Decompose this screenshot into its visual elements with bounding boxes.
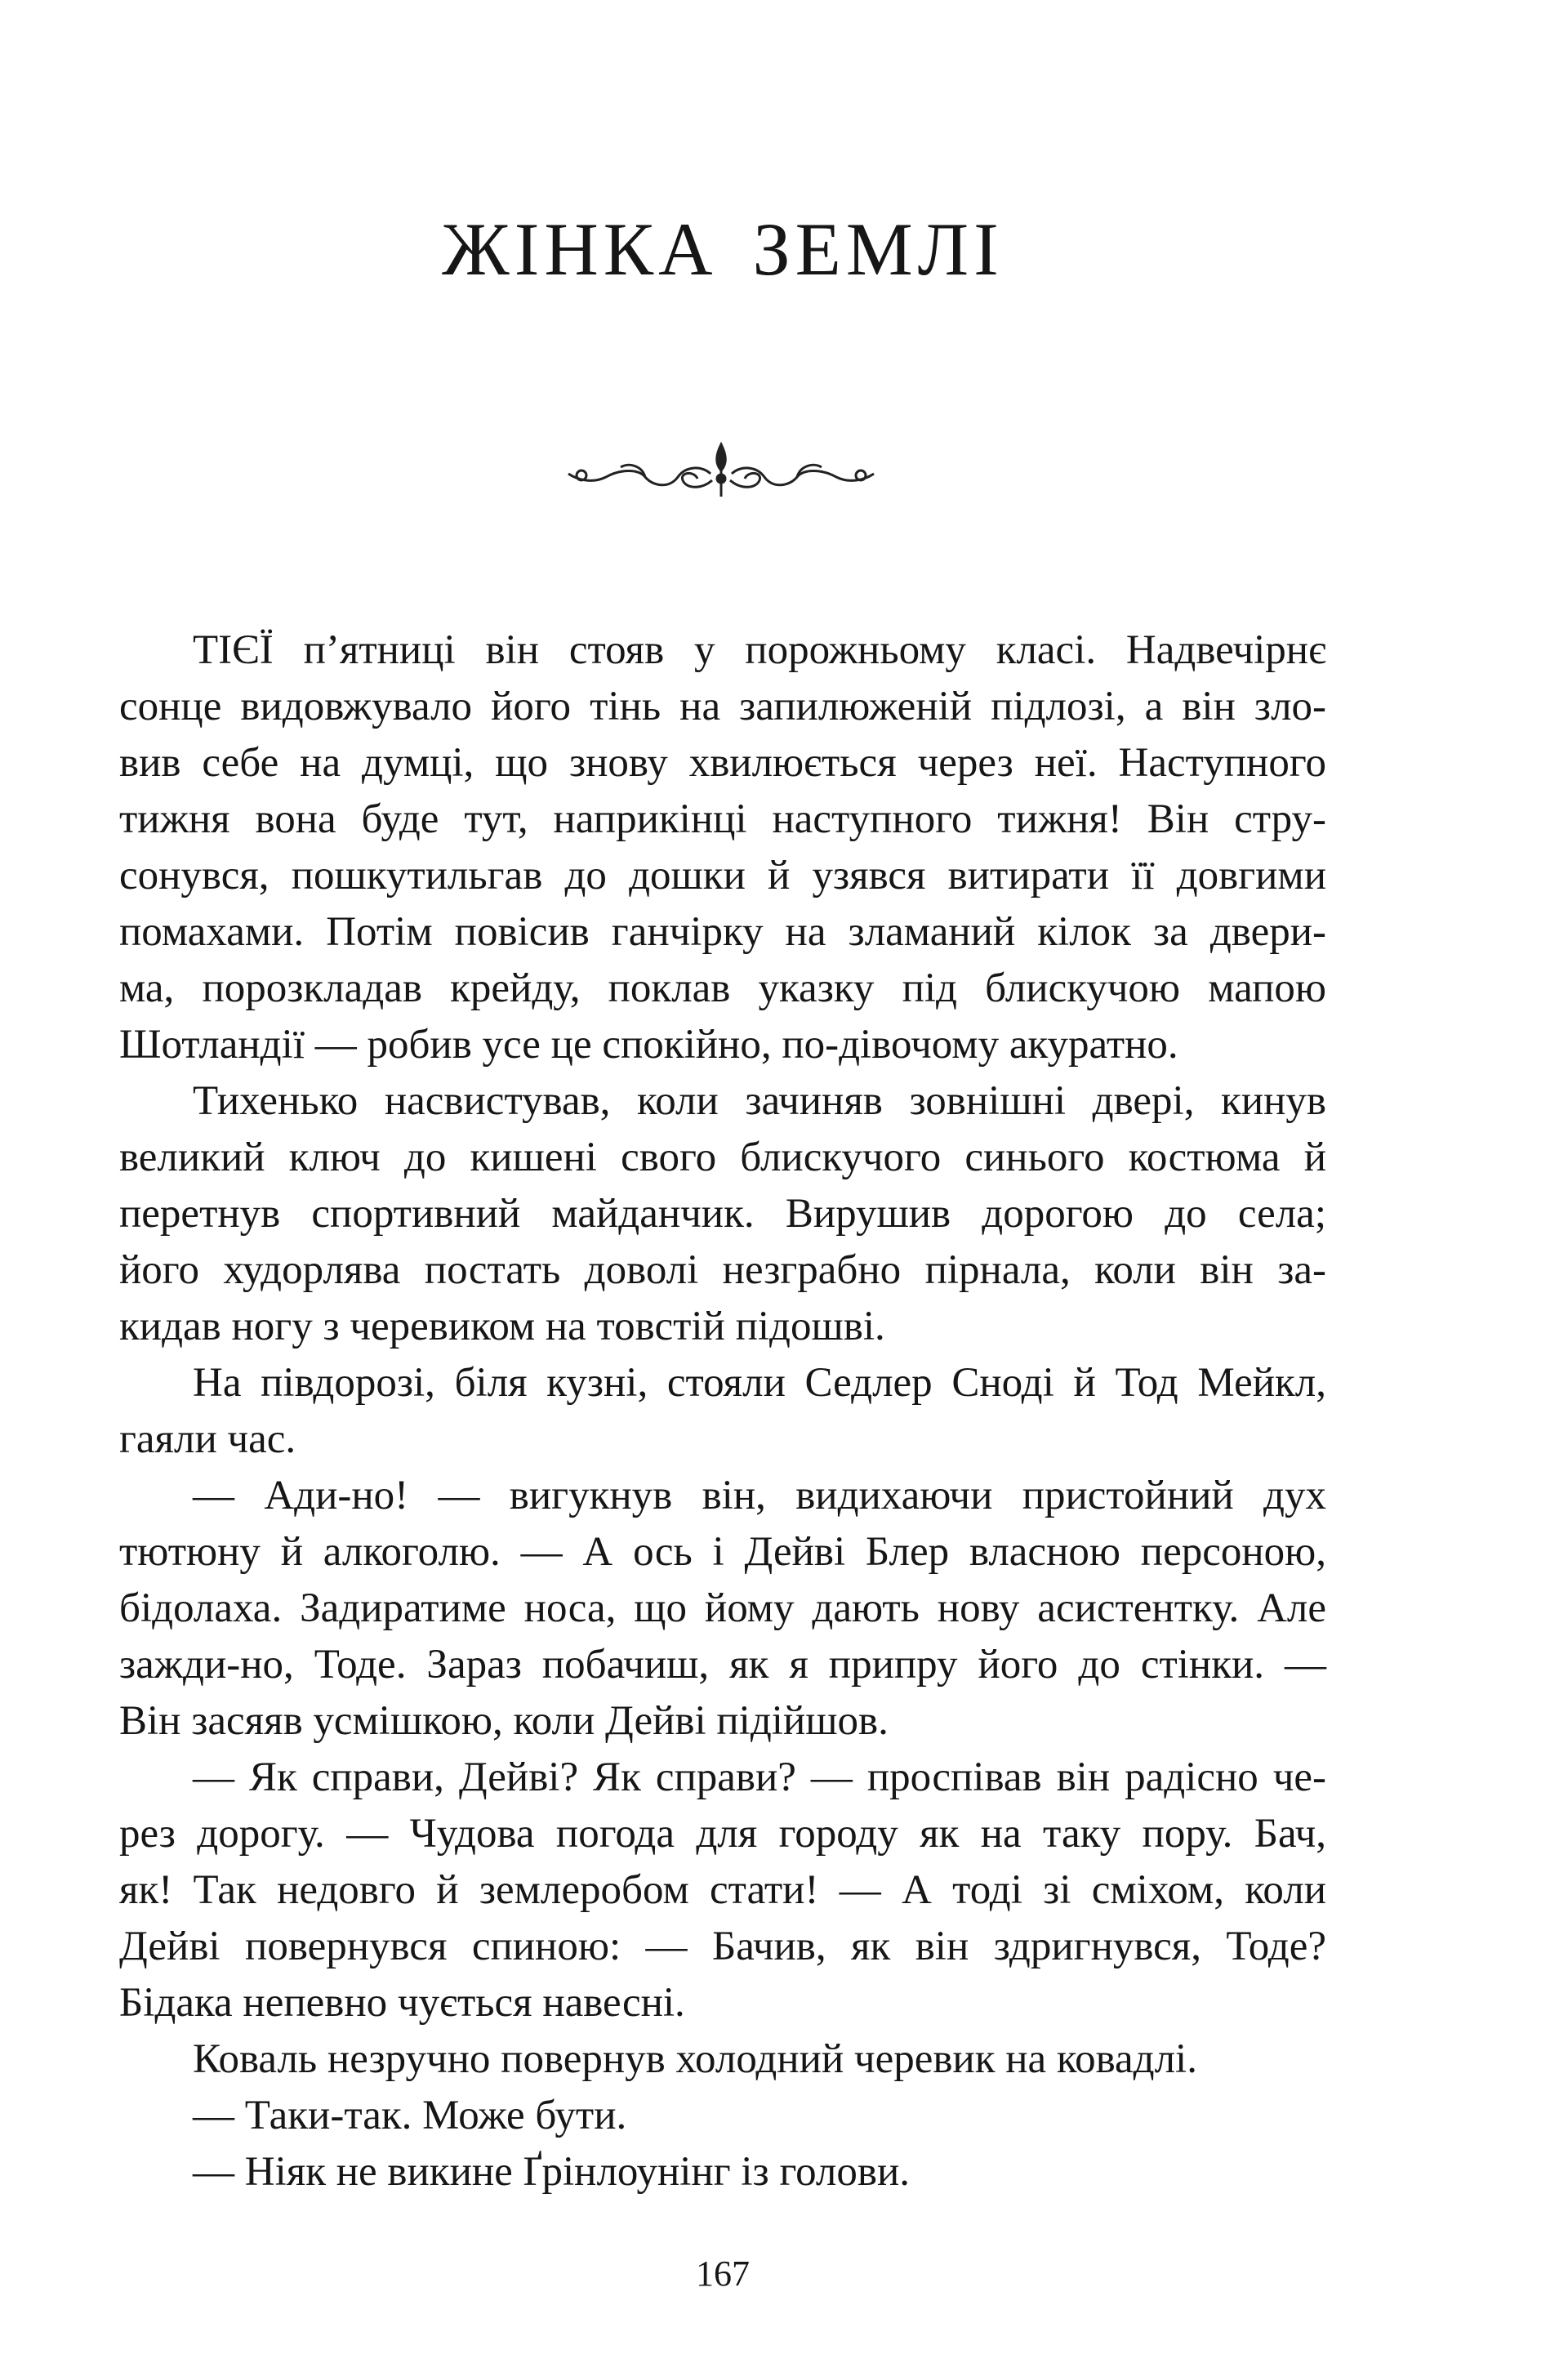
paragraph [119, 622, 1326, 1073]
text-line: помахами. Потім повісив ганчірку на зламаний кілок за двери- [119, 909, 1326, 955]
text-line: — Як справи, Дейві? Як справи? — проспівав він радісно че- [193, 1754, 1326, 1800]
paragraph [119, 1355, 1326, 1468]
paragraph [119, 2031, 1326, 2088]
paragraph [119, 2144, 1326, 2200]
text-line: тютюну й алкоголю. — А ось і Дейві Блер власною персоною, [119, 1529, 1326, 1575]
paragraph [119, 1468, 1326, 1750]
body-text [119, 622, 1326, 2200]
text-line: перетнув спортивний майданчик. Вирушив дорогою до села; [119, 1191, 1326, 1237]
text-line: Дейві повернувся спиною: — Бачив, як він здригнувся, Тоде? [119, 1924, 1326, 1969]
text-line: тижня вона буде тут, наприкінці наступного тижня! Він стру- [119, 796, 1326, 842]
page-content [119, 622, 1326, 2298]
text-line: На півдорозі, біля кузні, стояли Седлер Сноді й Тод Мейкл, [193, 1360, 1326, 1406]
text-line: сонце видовжувало його тінь на запилюженій підлозі, а він зло- [119, 684, 1326, 729]
paragraph [119, 1750, 1326, 2031]
paragraph [119, 2088, 1326, 2144]
text-line: — Ніяк не викине Ґрінлоунінг із голови. [193, 2149, 911, 2195]
text-line: — Ади-но! — вигукнув він, видихаючи пристойний дух [193, 1473, 1326, 1518]
paragraph [119, 1073, 1326, 1355]
page-number: 167 [696, 2254, 750, 2294]
text-line: вив себе на думці, що знову хвилюється через неї. Наступного [119, 740, 1326, 786]
text-line: Бідака непевно чується навесні. [119, 1980, 685, 2026]
ornament-flourish-icon [564, 441, 879, 500]
text-line: Шотландії — робив усе це спокійно, по-дівочому акуратно. [119, 1022, 1178, 1068]
text-line: сонувся, пошкутильгав до дошки й узявся витирати її довгими [119, 853, 1326, 898]
text-line: Він засяяв усмішкою, коли Дейві підійшов. [119, 1698, 889, 1744]
text-line: великий ключ до кишені свого блискучого синього костюма й [119, 1135, 1326, 1180]
text-line: рез дорогу. — Чудова погода для городу як на таку пору. Бач, [119, 1811, 1326, 1857]
text-line: як! Так недовго й землеробом стати! — А тоді зі сміхом, коли [119, 1867, 1326, 1913]
text-line: Коваль незручно повернув холодний черевик на ковадлі. [193, 2036, 1197, 2082]
text-line: його худорлява постать доволі незграбно пірнала, коли він за- [119, 1247, 1326, 1293]
chapter-title: ЖІНКА ЗЕМЛІ [442, 207, 1004, 291]
text-line: кидав ногу з черевиком на товстій підошві. [119, 1304, 885, 1349]
text-line: гаяли час. [119, 1416, 296, 1462]
text-line: зажди-но, Тоде. Зараз побачиш, як я припру його до стінки. — [119, 1642, 1326, 1688]
text-line: бідолаха. Задиратиме носа, що йому дають нову асистентку. Але [119, 1585, 1326, 1631]
text-line: — Таки-так. Може бути. [193, 2093, 627, 2138]
text-line: ма, порозкладав крейду, поклав указку під блискучою мапою [119, 965, 1326, 1011]
text-line: Тихенько насвистував, коли зачиняв зовнішні двері, кинув [193, 1078, 1326, 1124]
text-line: ТІЄЇ п’ятниці він стояв у порожньому класі. Надвечірнє [193, 627, 1326, 673]
